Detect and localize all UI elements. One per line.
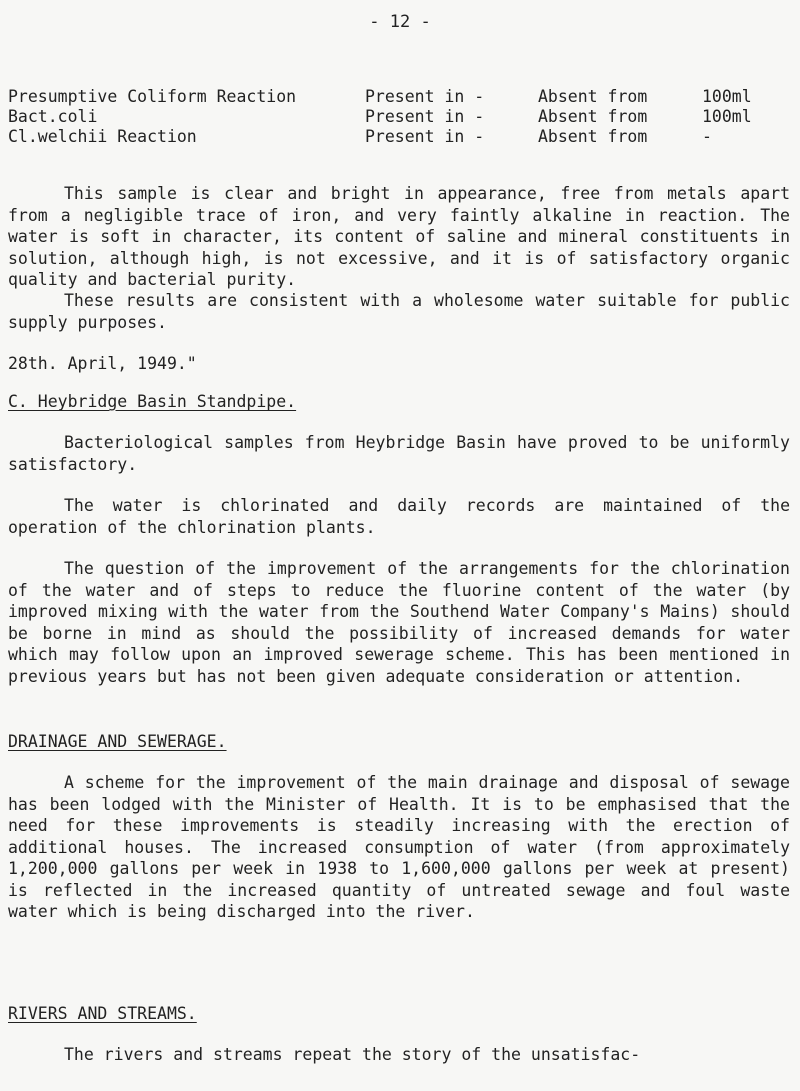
volume-cell: 100ml <box>702 87 752 106</box>
test-name-cell: Presumptive Coliform Reaction <box>8 87 297 106</box>
absent-cell: Absent from <box>538 87 648 106</box>
report-date: 28th. April, 1949." <box>8 354 197 373</box>
drainage-heading: DRAINAGE AND SEWERAGE. <box>8 732 227 751</box>
drainage-paragraph: A scheme for the improvement of the main drainage and disposal of sewage has been lodged with the Minister of Health. It is to be emphasised that the need for these improvements is steadily increasing with the erection of additional houses. The increased consumption of water (from approximately 1,200,000 gallons per week in 1938 to 1,600,000 gallons per week at present) is reflected in the increased quantity of untreated sewage and foul waste water which is being discharged into the river. <box>8 773 790 921</box>
table-row <box>8 87 798 107</box>
test-name-cell: Cl.welchii Reaction <box>8 127 197 146</box>
table-row <box>8 127 798 147</box>
test-name-cell: Bact.coli <box>8 107 98 126</box>
volume-cell: - <box>702 127 712 146</box>
results-table <box>8 87 798 147</box>
chlorination-paragraph: The water is chlorinated and daily records are maintained of the operation of the chlorination plants. <box>8 496 790 537</box>
heybridge-heading: C. Heybridge Basin Standpipe. <box>8 392 297 411</box>
present-cell: Present in - <box>365 87 485 106</box>
rivers-paragraph: The rivers and streams repeat the story of the unsatisfac- <box>64 1045 641 1064</box>
improvement-paragraph: The question of the improvement of the arrangements for the chlorination of the water and of steps to reduce the fluorine content of the water (by improved mixing with the water from the Southend Water Company's Mains) should be borne in mind as should the possibility of increased demands for water which may follow upon an improved sewerage scheme. This has been mentioned in previous years but has not been given adequate consideration or attention. <box>8 559 790 686</box>
table-row <box>8 107 798 127</box>
page-number: - 12 - <box>369 12 431 32</box>
sample-description-paragraph: This sample is clear and bright in appearance, free from metals apart from a negligible trace of iron, and very faintly alkaline in reaction. The water is soft in character, its content of saline and mineral constituents in solution, although high, is not excessive, and it is of satisfactory organic quality and bacterial purity. <box>8 184 790 289</box>
volume-cell: 100ml <box>702 107 752 126</box>
absent-cell: Absent from <box>538 127 648 146</box>
present-cell: Present in - <box>365 107 485 126</box>
absent-cell: Absent from <box>538 107 648 126</box>
present-cell: Present in - <box>365 127 485 146</box>
rivers-heading: RIVERS AND STREAMS. <box>8 1004 197 1023</box>
heybridge-samples-paragraph: Bacteriological samples from Heybridge Basin have proved to be uniformly satisfactory. <box>8 433 790 474</box>
results-consistent-paragraph: These results are consistent with a wholesome water suitable for public supply purposes. <box>8 291 790 332</box>
